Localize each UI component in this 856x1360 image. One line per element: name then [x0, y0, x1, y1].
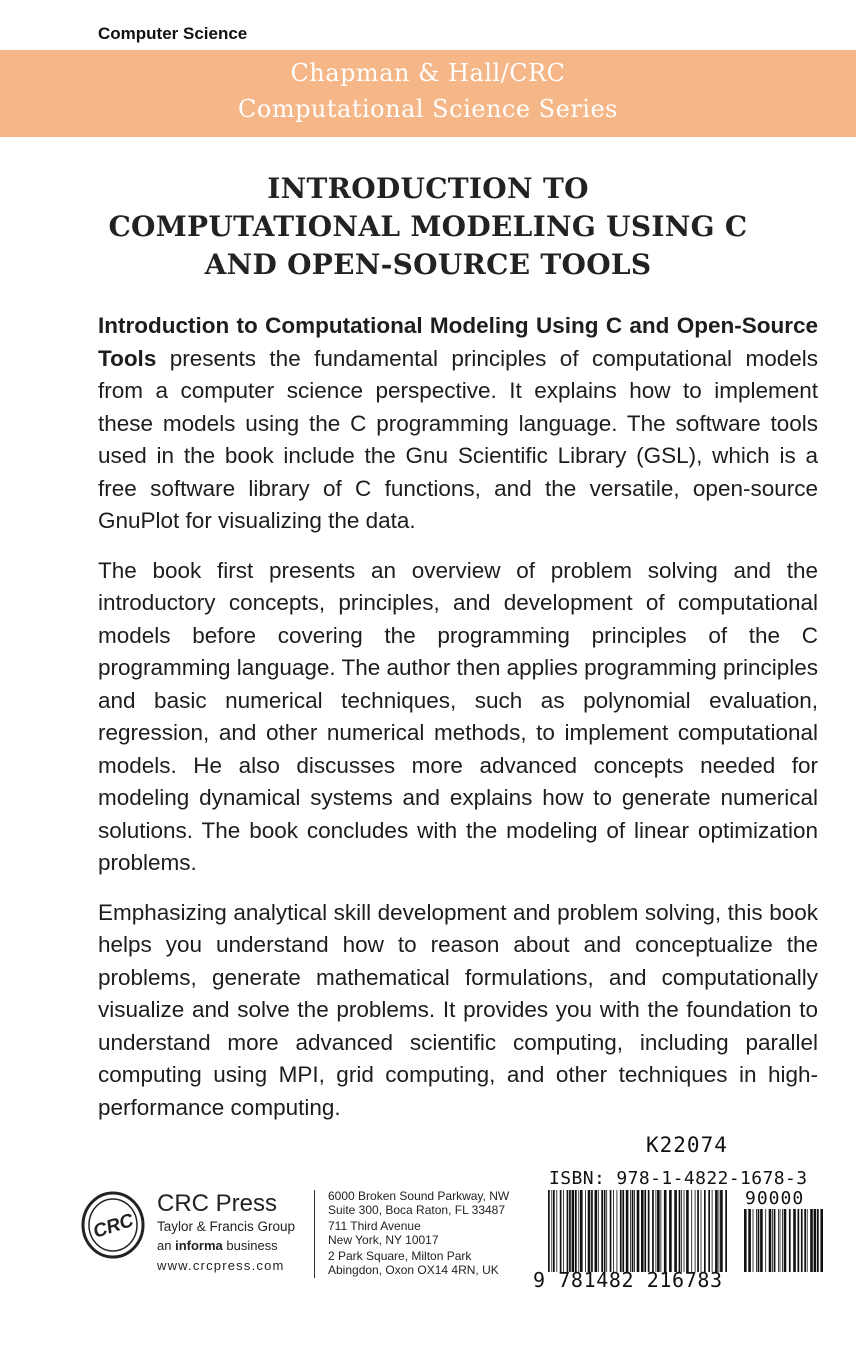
barcode-bar: [784, 1209, 787, 1272]
barcode-bar: [644, 1190, 646, 1272]
address-line: 6000 Broken Sound Parkway, NW: [328, 1189, 510, 1203]
isbn-label: ISBN: 978-1-4822-1678-3: [549, 1168, 808, 1189]
tagline-informa: informa: [175, 1238, 223, 1253]
barcode-bar: [681, 1190, 682, 1272]
barcode-bar: [697, 1190, 699, 1272]
price-code: 90000: [745, 1188, 805, 1209]
barcode-bar: [601, 1190, 603, 1272]
barcode-bar: [626, 1190, 629, 1272]
barcode-bar: [720, 1190, 723, 1272]
description-paragraph-1-text: presents the fundamental principles of computational models from a computer science perspective. It explains how to implement these models using the C programming language. The software tools used in the book include the Gnu Scientific Library (GSL), which is a free software library of C functions, and the versatile, open-source GnuPlot for visualizing the data.: [98, 345, 818, 533]
barcode-bar: [563, 1190, 564, 1272]
category-label: Computer Science: [98, 24, 248, 43]
barcode-bar: [604, 1190, 606, 1272]
crc-logo-text: CRC: [90, 1210, 137, 1243]
barcode-bar: [780, 1209, 781, 1272]
barcode-bar: [807, 1209, 808, 1272]
address-line: Suite 300, Boca Raton, FL 33487: [328, 1202, 506, 1217]
barcode-bar: [756, 1209, 757, 1272]
address-line: New York, NY 10017: [328, 1232, 439, 1247]
barcode-bar: [617, 1190, 618, 1272]
barcode-bar: [652, 1190, 654, 1272]
series-name-line1: Chapman & Hall/CRC: [290, 59, 566, 87]
barcode-bar: [679, 1190, 681, 1272]
barcode-bar: [567, 1190, 569, 1272]
barcode-bar: [798, 1209, 800, 1272]
addon-barcode: [743, 1209, 825, 1272]
barcode-bar: [695, 1190, 696, 1272]
address-abingdon: [328, 1250, 509, 1277]
book-title-line1: INTRODUCTION TO: [267, 172, 589, 205]
publisher-divider: [314, 1190, 315, 1278]
address-line: 2 Park Square, Milton Park: [328, 1249, 472, 1263]
barcode-bar: [606, 1190, 607, 1272]
barcode-bar: [719, 1190, 720, 1272]
barcode-bar: [778, 1209, 779, 1272]
barcode-bar: [580, 1190, 583, 1272]
address-line: 711 Third Avenue: [328, 1219, 421, 1233]
description-title-ref: Introduction to Computational Modeling Using C and Open-Source Tools: [98, 313, 818, 371]
description-paragraph-2: The book first presents an overview of problem solving and the introductory concepts, principles, and development of computational models before covering the programming principles of the C programming language. The author then applies programming principles and basic numerical techniques, such as polynomial evaluation, regression, and other numerical methods, to implement computational models. He also discusses more advanced concepts needed for modeling dynamical systems and explains how to generate numerical solutions. The book concludes with the modeling of linear optimization problems.: [98, 557, 818, 875]
barcode-bar: [637, 1190, 640, 1272]
barcode-bar: [551, 1190, 552, 1272]
barcode-bar: [820, 1209, 823, 1272]
barcode-bar: [572, 1190, 575, 1272]
barcode-bar: [657, 1190, 660, 1272]
barcode-bar: [810, 1209, 813, 1272]
barcode-bar: [748, 1209, 751, 1272]
barcode-bar: [598, 1190, 599, 1272]
barcode-bar: [630, 1190, 631, 1272]
barcode-bar: [817, 1209, 819, 1272]
barcode-bar: [758, 1209, 760, 1272]
barcode-bar: [801, 1209, 803, 1272]
barcode-bar: [634, 1190, 635, 1272]
barcode-bar: [622, 1190, 624, 1272]
barcode-bar: [765, 1209, 766, 1272]
book-title-line3: AND OPEN-SOURCE TOOLS: [204, 248, 652, 281]
barcode-bar: [769, 1209, 772, 1272]
barcode-bar: [632, 1190, 634, 1272]
barcode-bar: [588, 1190, 591, 1272]
publisher-addresses: [328, 1190, 509, 1280]
barcode-bar: [691, 1190, 692, 1272]
barcode-bar: [753, 1209, 754, 1272]
tagline-suffix: business: [222, 1238, 278, 1253]
barcode-bar: [760, 1209, 763, 1272]
barcode-bar: [701, 1190, 702, 1272]
barcode-bar: [553, 1190, 555, 1272]
address-new-york: [328, 1220, 509, 1247]
crc-logo-icon: [80, 1190, 146, 1260]
publisher-tagline: [157, 1238, 278, 1253]
barcode-bar: [560, 1190, 562, 1272]
book-description: [98, 310, 818, 1141]
barcode-bar: [641, 1190, 644, 1272]
barcode-bar: [782, 1209, 783, 1272]
publisher-url: www.crcpress.com: [157, 1258, 285, 1273]
barcode-bar: [595, 1190, 598, 1272]
address-boca-raton: [328, 1190, 509, 1217]
barcode-bar: [556, 1190, 557, 1272]
barcode-bar: [613, 1190, 614, 1272]
description-paragraph-3: Emphasizing analytical skill development and problem solving, this book helps you understand how to reason about and conceptualize the problems, generate mathematical formulations, and computationally visualize and solve the problems. It provides you with the foundation to understand more advanced scientific computing, including parallel computing using MPI, grid computing, and other techniques in high-performance computing.: [98, 899, 818, 1120]
barcode-bar: [804, 1209, 806, 1272]
publisher-group: Taylor & Francis Group: [157, 1219, 296, 1234]
barcode-bar: [744, 1209, 747, 1272]
tagline-prefix: an: [157, 1238, 176, 1253]
barcode-bar: [789, 1209, 791, 1272]
barcode-bar: [704, 1190, 706, 1272]
barcode-bar: [674, 1190, 677, 1272]
barcode-bar: [661, 1190, 662, 1272]
barcode-bar: [686, 1190, 689, 1272]
barcode-bar: [725, 1190, 727, 1272]
barcode-bar: [578, 1190, 579, 1272]
barcode-bar: [774, 1209, 776, 1272]
barcode-bar: [548, 1190, 550, 1272]
barcode-bar: [656, 1190, 657, 1272]
barcode-bar: [684, 1190, 685, 1272]
barcode-bar: [715, 1190, 718, 1272]
barcode-bar: [575, 1190, 577, 1272]
barcode-bar: [793, 1209, 796, 1272]
book-title-line2: COMPUTATIONAL MODELING USING C: [108, 210, 748, 243]
barcode-bar: [591, 1190, 593, 1272]
catalog-number: K22074: [646, 1133, 728, 1157]
address-line: Abingdon, Oxon OX14 4RN, UK: [328, 1262, 499, 1277]
ean-barcode: [547, 1190, 730, 1272]
description-paragraph-1: [98, 310, 818, 538]
barcode-bar: [585, 1190, 586, 1272]
barcode-bar: [620, 1190, 622, 1272]
barcode-bar: [814, 1209, 817, 1272]
barcode-bar: [569, 1190, 571, 1272]
publisher-name: CRC Press: [157, 1190, 278, 1217]
barcode-bar: [712, 1190, 713, 1272]
series-name-line2: Computational Science Series: [238, 95, 618, 123]
book-title: [60, 170, 796, 284]
barcode-bar: [610, 1190, 612, 1272]
barcode-bar: [664, 1190, 667, 1272]
barcode-bar: [648, 1190, 650, 1272]
ean-number: 9 781482 216783: [533, 1268, 723, 1292]
barcode-bar: [708, 1190, 710, 1272]
barcode-bar: [669, 1190, 672, 1272]
barcode-bar: [772, 1209, 773, 1272]
